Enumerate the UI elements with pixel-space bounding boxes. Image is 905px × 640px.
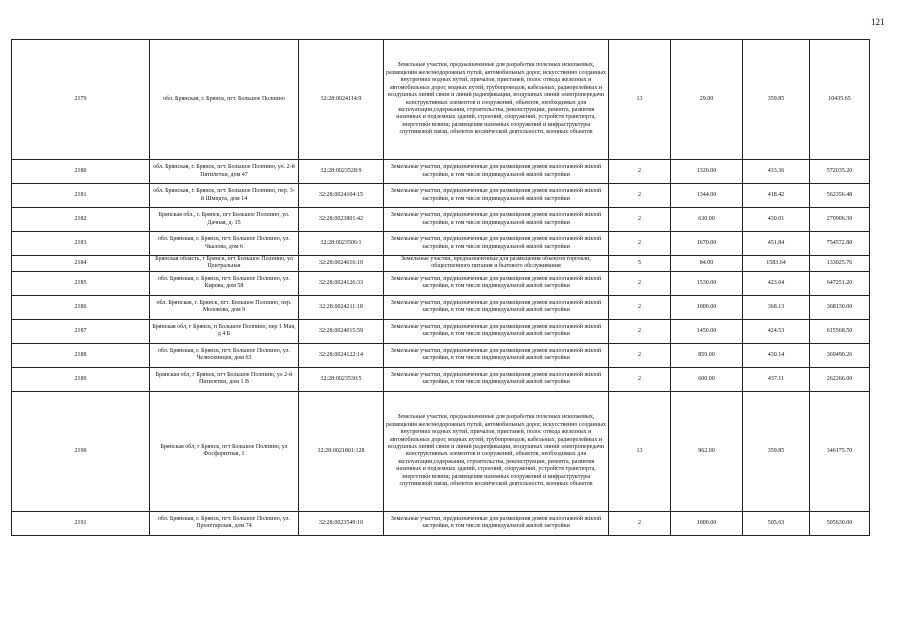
address-cell: Брянская обл, г Брянск, пгт Большое Полпино, ул 2-й Пятилетки, дом 1 В	[150, 367, 299, 391]
cadastral-value-cell: 754572.80	[810, 232, 870, 256]
area-cell: 859.00	[671, 343, 743, 367]
row-number: 2187	[12, 319, 150, 343]
cadastral-value-cell: 572035.20	[810, 160, 870, 184]
specific-value-cell: 430.14	[743, 343, 810, 367]
land-use-group-cell: 2	[609, 295, 671, 319]
cadastral-value-cell: 505630.00	[810, 511, 870, 535]
row-number: 2191	[12, 511, 150, 535]
address-cell: обл. Брянская, г. Брянск, пгт. Большое Полпино, пер. Молокова, дом 9	[150, 295, 299, 319]
table-row	[12, 256, 870, 272]
area-cell: 29.00	[671, 40, 743, 160]
cadastral-number-cell: 32:28:0023506:1	[299, 232, 384, 256]
address-cell: обл. Брянская, г. Брянск, пгт. Большое Полпино, ул. Чкалова, дом 6	[150, 232, 299, 256]
cadastral-number-cell: 32:28:0023530:5	[299, 367, 384, 391]
land-use-description-cell: Земельные участки, предназначенные для размещения объектов торговли, общественного питания и бытового обслуживания	[384, 256, 609, 272]
table-row	[12, 208, 870, 232]
cadastral-number-cell: 32:28:0023528:9	[299, 160, 384, 184]
cadastral-number-cell: 32:28:0024016:10	[299, 256, 384, 272]
cadastral-number-cell: 32:28:0024211:18	[299, 295, 384, 319]
table-row	[12, 295, 870, 319]
area-cell: 1000.00	[671, 295, 743, 319]
row-number: 2180	[12, 160, 150, 184]
land-use-description-cell: Земельные участки, предназначенные для размещения домов малоэтажной жилой застройки, в том числе индивидуальной жилой застройки	[384, 367, 609, 391]
address-cell: обл. Брянская, г. Брянск, пгт. Большое Полпино	[150, 40, 299, 160]
cadastral-value-cell: 10435.65	[810, 40, 870, 160]
cadastral-value-cell: 615568.50	[810, 319, 870, 343]
specific-value-cell: 424.53	[743, 319, 810, 343]
land-use-description-cell: Земельные участки, предназначенные для размещения домов малоэтажной жилой застройки, в том числе индивидуальной жилой застройки	[384, 511, 609, 535]
land-use-description-cell: Земельные участки, предназначенные для размещения домов малоэтажной жилой застройки, в том числе индивидуальной жилой застройки	[384, 184, 609, 208]
area-cell: 962.00	[671, 391, 743, 511]
row-number: 2189	[12, 367, 150, 391]
area-cell: 1320.00	[671, 160, 743, 184]
address-cell: обл. Брянская, г. Брянск, пгт. Большое Полпино, ул. Челюскинцев, дом 63	[150, 343, 299, 367]
specific-value-cell: 368.13	[743, 295, 810, 319]
cadastral-value-cell: 562356.48	[810, 184, 870, 208]
table-row	[12, 160, 870, 184]
row-number: 2181	[12, 184, 150, 208]
cadastral-number-cell: 32:28:0021801:128	[299, 391, 384, 511]
area-cell: 1530.00	[671, 271, 743, 295]
row-number: 2179	[12, 40, 150, 160]
address-cell: Брянская область, г Брянск, пгт Большое Полпино, ул Центральная	[150, 256, 299, 272]
land-use-group-cell: 2	[609, 367, 671, 391]
cadastral-value-cell: 647251.20	[810, 271, 870, 295]
specific-value-cell: 433.36	[743, 160, 810, 184]
land-plots-table	[11, 39, 870, 536]
page-number: 121	[871, 17, 885, 27]
cadastral-value-cell: 133025.76	[810, 256, 870, 272]
row-number: 2188	[12, 343, 150, 367]
table-row	[12, 367, 870, 391]
land-use-group-cell: 2	[609, 232, 671, 256]
address-cell: обл. Брянская, г. Брянск, пгт. Большое Полпино, пер. 3-й Шмидта, дом 14	[150, 184, 299, 208]
area-cell: 1344.00	[671, 184, 743, 208]
specific-value-cell: 423.04	[743, 271, 810, 295]
area-cell: 1000.00	[671, 511, 743, 535]
table-row	[12, 511, 870, 535]
land-use-description-cell: Земельные участки, предназначенные для размещения домов малоэтажной жилой застройки, в том числе индивидуальной жилой застройки	[384, 160, 609, 184]
cadastral-number-cell: 32:28:0024126:33	[299, 271, 384, 295]
cadastral-value-cell: 368130.00	[810, 295, 870, 319]
table-row	[12, 391, 870, 511]
land-use-group-cell: 2	[609, 343, 671, 367]
land-use-description-cell: Земельные участки, предназначенные для размещения домов малоэтажной жилой застройки, в том числе индивидуальной жилой застройки	[384, 319, 609, 343]
row-number: 2183	[12, 232, 150, 256]
cadastral-number-cell: 32:28:0023549:10	[299, 511, 384, 535]
cadastral-value-cell: 369490.26	[810, 343, 870, 367]
cadastral-value-cell: 270906.30	[810, 208, 870, 232]
specific-value-cell: 437.11	[743, 367, 810, 391]
land-use-description-cell: Земельные участки, предназначенные для размещения домов малоэтажной жилой застройки, в том числе индивидуальной жилой застройки	[384, 343, 609, 367]
area-cell: 600.00	[671, 367, 743, 391]
cadastral-number-cell: 32:28:0024015:59	[299, 319, 384, 343]
row-number: 2184	[12, 256, 150, 272]
cadastral-value-cell: 346175.70	[810, 391, 870, 511]
specific-value-cell: 1583.64	[743, 256, 810, 272]
land-use-description-cell: Земельные участки, предназначенные для разработки полезных ископаемых, размещения железнодорожных путей, автомобильных дорог, искусственно созданных внутренних водных путей, причалов, пристаней, полос отвода железных и автомобильных дорог, водных путей, трубопроводов, кабельных, радиорелейных и воздушных линий связи и линий радиофикации, воздушных линий электропередачи конструктивных элементов и сооружений, объектов, необходимых для эксплуатации,содержания, строительства, реконструкции, ремонта, развития наземных и подземных зданий, строений, сооружений, устройств транспорта, энергетики исвязи; размещения наземных сооружений и инфраструктуры спутниковой связи, объектов космической деятельности, военных объектов	[384, 391, 609, 511]
specific-value-cell: 451.84	[743, 232, 810, 256]
area-cell: 630.00	[671, 208, 743, 232]
cadastral-value-cell: 262266.00	[810, 367, 870, 391]
row-number: 2182	[12, 208, 150, 232]
specific-value-cell: 505.63	[743, 511, 810, 535]
table-row	[12, 271, 870, 295]
specific-value-cell: 359.85	[743, 40, 810, 160]
cadastral-number-cell: 32:28:0024104:15	[299, 184, 384, 208]
land-use-description-cell: Земельные участки, предназначенные для размещения домов малоэтажной жилой застройки, в том числе индивидуальной жилой застройки	[384, 208, 609, 232]
address-cell: обл. Брянская, г. Брянск, пгт. Большое Полпино, ул. Пролетарская, дом 74	[150, 511, 299, 535]
land-use-group-cell: 2	[609, 511, 671, 535]
land-use-group-cell: 13	[609, 40, 671, 160]
land-use-group-cell: 5	[609, 256, 671, 272]
land-use-group-cell: 2	[609, 319, 671, 343]
land-use-group-cell: 13	[609, 391, 671, 511]
cadastral-number-cell: 32:28:0023801:42	[299, 208, 384, 232]
address-cell: обл. Брянская, г. Брянск, пгт. Большое Полпино, ул. 2-й Пятилетки, дом 47	[150, 160, 299, 184]
land-use-group-cell: 2	[609, 160, 671, 184]
address-cell: Брянская обл., г. Брянск, пгт Большое Полпино, ул. Дачная, д. 15	[150, 208, 299, 232]
area-cell: 84.00	[671, 256, 743, 272]
land-use-group-cell: 2	[609, 184, 671, 208]
table-row	[12, 184, 870, 208]
table-row	[12, 343, 870, 367]
area-cell: 1670.00	[671, 232, 743, 256]
address-cell: обл. Брянская, г. Брянск, пгт. Большое Полпино, ул. Кирова, дом 58	[150, 271, 299, 295]
specific-value-cell: 430.01	[743, 208, 810, 232]
table-row	[12, 40, 870, 160]
row-number: 2190	[12, 391, 150, 511]
cadastral-number-cell: 32:28:0024114:9	[299, 40, 384, 160]
land-use-group-cell: 2	[609, 208, 671, 232]
row-number: 2186	[12, 295, 150, 319]
specific-value-cell: 418.42	[743, 184, 810, 208]
land-use-description-cell: Земельные участки, предназначенные для разработки полезных ископаемых, размещения железнодорожных путей, автомобильных дорог, искусственно созданных внутренних водных путей, причалов, пристаней, полос отвода железных и автомобильных дорог, водных путей, трубопроводов, кабельных, радиорелейных и воздушных линий связи и линий радиофикации, воздушных линий электропередачи конструктивных элементов и сооружений, объектов, необходимых для эксплуатации,содержания, строительства, реконструкции, ремонта, развития наземных и подземных зданий, строений, сооружений, устройств транспорта, энергетики исвязи; размещения наземных сооружений и инфраструктуры спутниковой связи, объектов космической деятельности, военных объектов	[384, 40, 609, 160]
land-use-description-cell: Земельные участки, предназначенные для размещения домов малоэтажной жилой застройки, в том числе индивидуальной жилой застройки	[384, 232, 609, 256]
land-use-description-cell: Земельные участки, предназначенные для размещения домов малоэтажной жилой застройки, в том числе индивидуальной жилой застройки	[384, 271, 609, 295]
address-cell: Брянская обл, г Брянск, пгт Большое Полпино, ул Фосфоритная, 1	[150, 391, 299, 511]
land-use-description-cell: Земельные участки, предназначенные для размещения домов малоэтажной жилой застройки, в том числе индивидуальной жилой застройки	[384, 295, 609, 319]
land-use-group-cell: 2	[609, 271, 671, 295]
specific-value-cell: 359.85	[743, 391, 810, 511]
table-row	[12, 319, 870, 343]
cadastral-number-cell: 32:28:0024122:14	[299, 343, 384, 367]
table-row	[12, 232, 870, 256]
address-cell: Брянская обл, г Брянск, п Большое Полпино, пер 1 Мая, д 4 Б	[150, 319, 299, 343]
area-cell: 1450.00	[671, 319, 743, 343]
row-number: 2185	[12, 271, 150, 295]
